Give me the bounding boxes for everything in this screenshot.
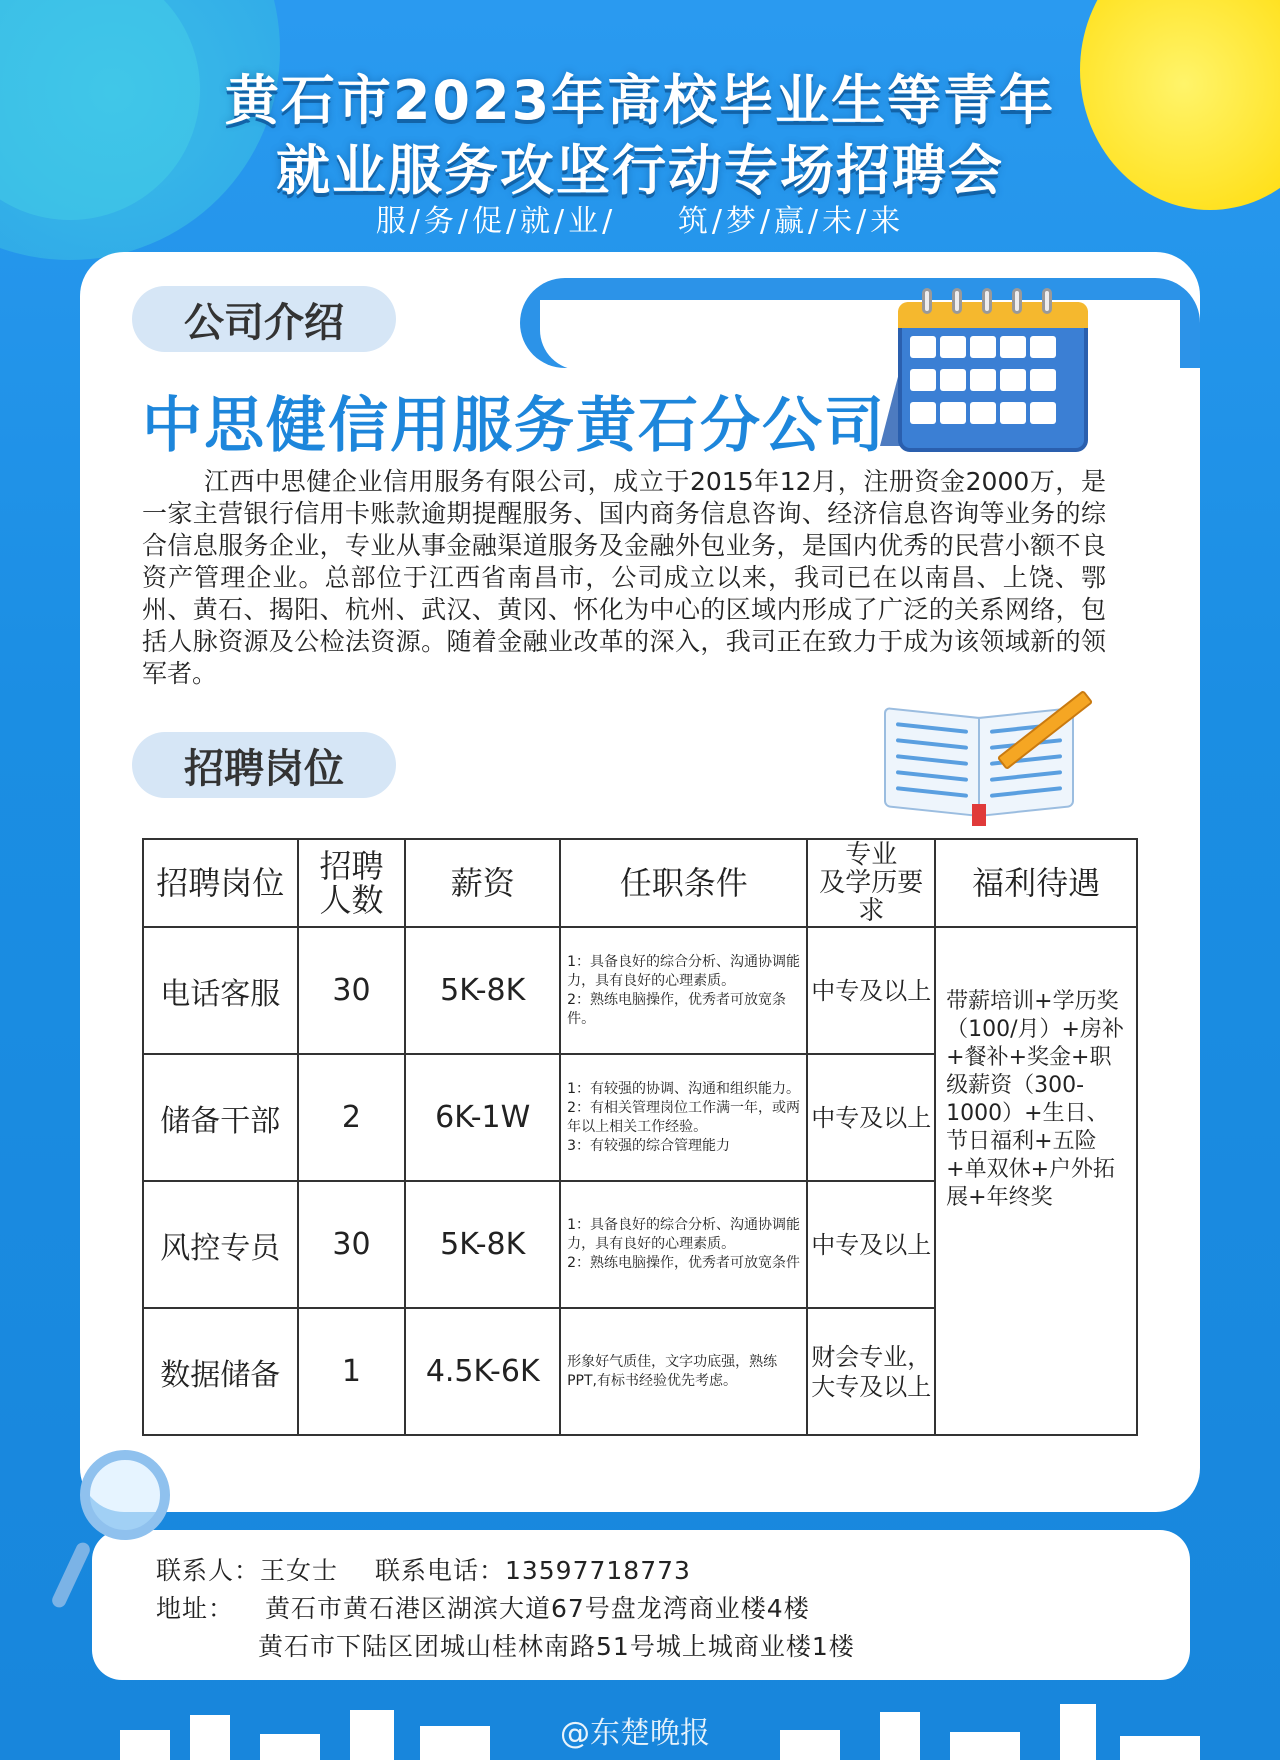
calendar-ring — [1042, 288, 1052, 314]
building — [120, 1730, 170, 1760]
address-label: 地址： — [156, 1594, 235, 1623]
calendar-icon — [880, 286, 1090, 452]
contact-person: 联系人：王女士 — [156, 1556, 339, 1585]
poster-title-line1: 黄石市2023年高校毕业生等青年 — [224, 69, 1056, 132]
cell-requirements: 1：具备良好的综合分析、沟通协调能力，具有良好的心理素质。 2：熟练电脑操作，优秀者可放宽条件 — [560, 1181, 807, 1308]
building — [350, 1710, 394, 1760]
calendar-grid — [910, 336, 1080, 435]
building — [260, 1734, 320, 1760]
calendar-ring — [952, 288, 962, 314]
cell-salary: 4.5K-6K — [405, 1308, 560, 1435]
slogan-left: 服/务/促/就/业/ — [375, 204, 617, 239]
building — [420, 1726, 490, 1760]
building — [880, 1712, 920, 1760]
address-2: 黄石市下陆区团城山桂林南路51号城上城商业楼1楼 — [258, 1632, 855, 1661]
bookmark — [972, 804, 986, 826]
header-major-line2: 及学历要求 — [819, 868, 924, 926]
magnifier-lens — [80, 1450, 170, 1540]
calendar-ring — [982, 288, 992, 314]
header-major — [807, 839, 935, 927]
cell-count: 30 — [298, 927, 406, 1054]
table-row — [143, 927, 1137, 1054]
slogan — [0, 196, 1280, 240]
cell-major: 中专及以上 — [807, 927, 935, 1054]
cell-salary: 6K-1W — [405, 1054, 560, 1181]
calendar-ring — [1012, 288, 1022, 314]
cell-salary: 5K-8K — [405, 1181, 560, 1308]
header-position: 招聘岗位 — [143, 839, 298, 927]
company-name: 中思健信用服务黄石分公司 — [142, 391, 886, 461]
building — [1120, 1736, 1200, 1760]
cell-major: 中专及以上 — [807, 1054, 935, 1181]
cell-benefits: 带薪培训+学历奖（100/月）+房补+餐补+奖金+职级薪资（300-1000）+生日、节日福利+五险+单双休+户外拓展+年终奖 — [935, 927, 1137, 1435]
company-description — [142, 466, 1106, 690]
slogan-right: 筑/梦/赢/未/来 — [677, 204, 905, 239]
cell-major: 财会专业，大专及以上 — [807, 1308, 935, 1435]
cell-requirements: 1：有较强的协调、沟通和组织能力。 2：有相关管理岗位工作满一年，或两年以上相关工作经验。 3：有较强的综合管理能力 — [560, 1054, 807, 1181]
book-icon — [880, 692, 1080, 822]
calendar-ring — [922, 288, 932, 314]
cell-major: 中专及以上 — [807, 1181, 935, 1308]
header-benefits: 福利待遇 — [935, 839, 1137, 927]
header-major-line1: 专业 — [845, 840, 898, 870]
watermark: @东楚晚报 — [560, 1716, 710, 1751]
poster-title-line2: 就业服务攻坚行动专场招聘会 — [276, 139, 1004, 202]
dot — [1112, 302, 1134, 324]
header-salary: 薪资 — [405, 839, 560, 927]
company-description-text: 江西中思健企业信用服务有限公司，成立于2015年12月，注册资金2000万，是一家主营银行信用卡账款逾期提醒服务、国内商务信息咨询、经济信息咨询等业务的综合信息服务企业，专业从事金融渠道服务及金融外包业务，是国内优秀的民营小额不良资产管理企业。总部位于江西省南昌市，公司成立以来，我司已在以南昌、上饶、鄂州、黄石、揭阳、杭州、武汉、黄冈、怀化为中心的区域内形成了广泛的关系网络，包括人脉资源及公检法资源。随着金融业改革的深入，我司正在致力于成为该领域新的领军者。 — [142, 467, 1106, 688]
contact-line — [156, 1552, 855, 1590]
address-1: 黄石市黄石港区湖滨大道67号盘龙湾商业楼4楼 — [264, 1594, 810, 1623]
jobs-table — [142, 838, 1138, 1436]
cell-salary: 5K-8K — [405, 927, 560, 1054]
cell-position: 风控专员 — [143, 1181, 298, 1308]
section-label-jobs: 招聘岗位 — [132, 732, 396, 798]
contact-info — [156, 1552, 855, 1666]
cell-position: 数据储备 — [143, 1308, 298, 1435]
cell-count: 2 — [298, 1054, 406, 1181]
header-count-line1: 招聘 — [319, 847, 384, 885]
building — [950, 1732, 1020, 1760]
table-header-row — [143, 839, 1137, 927]
cell-count: 1 — [298, 1308, 406, 1435]
header-count-line2: 人数 — [319, 881, 384, 919]
building — [1060, 1704, 1096, 1760]
building — [780, 1730, 840, 1760]
header-count — [298, 839, 406, 927]
building — [190, 1715, 230, 1760]
cell-position: 储备干部 — [143, 1054, 298, 1181]
address-line1 — [156, 1590, 855, 1628]
cell-count: 30 — [298, 1181, 406, 1308]
cell-position: 电话客服 — [143, 927, 298, 1054]
contact-phone: 联系电话：13597718773 — [374, 1556, 691, 1585]
header-requirements: 任职条件 — [560, 839, 807, 927]
section-label-intro: 公司介绍 — [132, 286, 396, 352]
cell-requirements: 形象好气质佳，文字功底强，熟练PPT,有标书经验优先考虑。 — [560, 1308, 807, 1435]
book-page-left — [884, 707, 980, 817]
cell-requirements: 1：具备良好的综合分析、沟通协调能力，具有良好的心理素质。 2：熟练电脑操作，优秀者可放宽条件。 — [560, 927, 807, 1054]
